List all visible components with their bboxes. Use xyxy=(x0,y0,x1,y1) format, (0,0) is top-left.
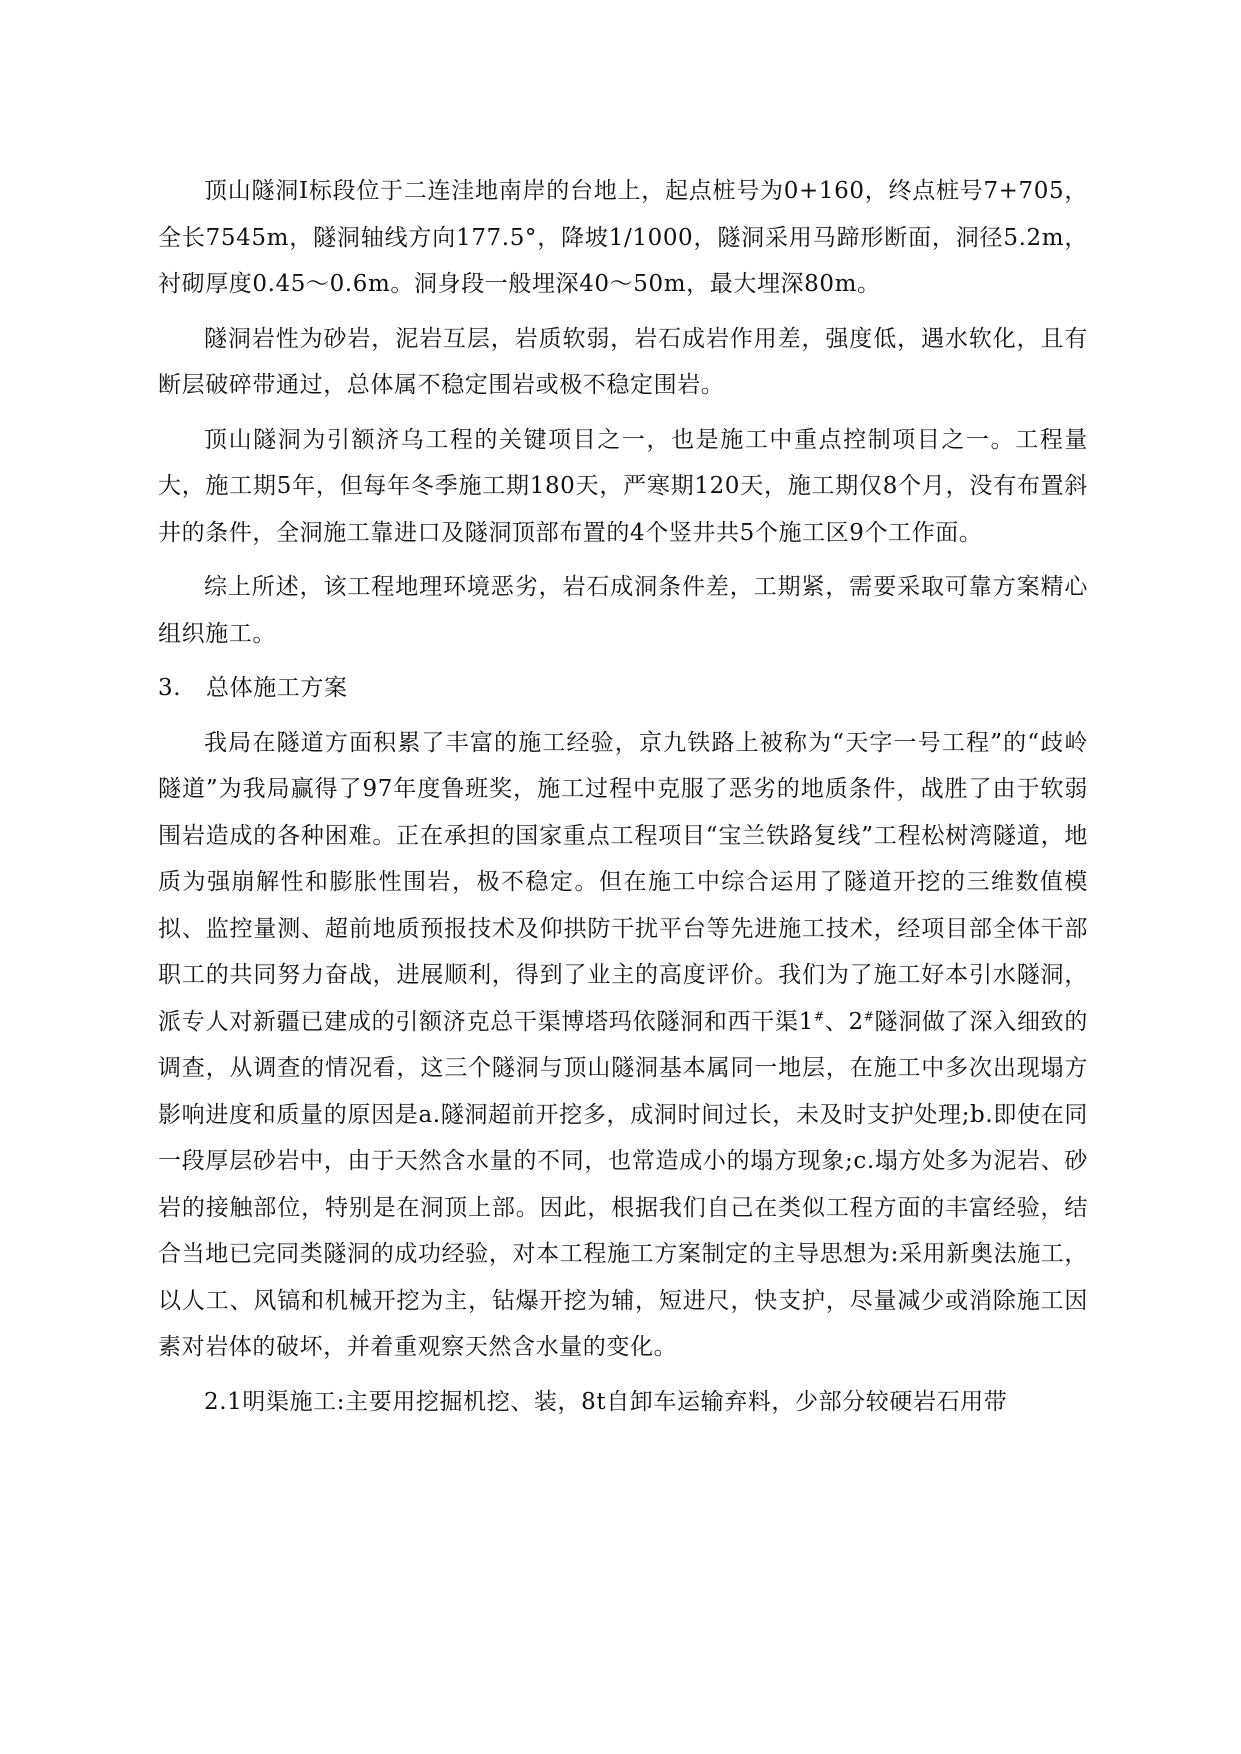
document-body xyxy=(158,168,1088,1433)
paragraph-rock-properties: 隧洞岩性为砂岩，泥岩互层，岩质软弱，岩石成岩作用差，强度低，遇水软化，且有断层破碎带通过，总体属不稳定围岩或极不稳定围岩。 xyxy=(158,325,1088,398)
plan-text-part3: 隧洞做了深入细致的调查，从调查的情况看，这三个隧洞与顶山隧洞基本属同一地层，在施工中多次出现塌方影响进度和质量的原因是a.隧洞超前开挖多，成洞时间过长，未及时支护处理;b.即使在同一段厚层砂岩中，由于天然含水量的不同，也常造成小的塌方现象;c.塌方处多为泥岩、砂岩的接触部位，特别是在洞顶上部。因此，根据我们自己在类似工程方面的丰富经验，结合当地已完同类隧洞的成功经验，对本工程施工方案制定的主导思想为:采用新奥法施工，以人工、风镐和机械开挖为主，钻爆开挖为辅，短进尺，快支护，尽量减少或消除施工因素对岩体的破坏，并着重观察天然含水量的变化。 xyxy=(158,1008,1089,1360)
plan-text-part1: 我局在隧道方面积累了丰富的施工经验，京九铁路上被称为“天字一号工程”的“歧岭隧道”为我局赢得了97年度鲁班奖，施工过程中克服了恶劣的地质条件，战胜了由于软弱围岩造成的各种困难。正在承担的国家重点工程项目“宝兰铁路复线”工程松树湾隧道，地质为强崩解性和膨胀性围岩，极不稳定。但在施工中综合运用了隧道开挖的三维数值模拟、监控量测、超前地质预报技术及仰拱防干扰平台等先进施工技术，经项目部全体干部职工的共同努力奋战，进展顺利，得到了业主的高度评价。我们为了施工好本引水隧洞，派专人对新疆已建成的引额济克总干渠博塔玛依隧洞和西干渠1 xyxy=(158,729,1088,1035)
section-heading xyxy=(158,665,1088,712)
plan-sup-1: # xyxy=(814,1008,825,1023)
section-title: 总体施工方案 xyxy=(206,675,348,701)
paragraph-project-overview: 顶山隧洞Ⅰ标段位于二连洼地南岸的台地上，起点桩号为0+160，终点桩号7+705，全长7545m，隧洞轴线方向177.5°，降坡1/1000，隧洞采用马蹄形断面，洞径5.2m，衬砌厚度0.45～0.6m。洞身段一般埋深40～50m，最大埋深80m。 xyxy=(158,178,1088,297)
plan-sup-2: # xyxy=(863,1008,875,1023)
paragraph-construction-plan xyxy=(158,720,1088,1371)
section-number: 3. xyxy=(158,675,182,701)
plan-text-part2: 、2 xyxy=(824,1008,864,1035)
paragraph-open-channel: 2.1明渠施工:主要用挖掘机挖、装，8t自卸车运输弃料，少部分较硬岩石用带 xyxy=(204,1388,1008,1415)
paragraph-schedule: 顶山隧洞为引额济乌工程的关键项目之一，也是施工中重点控制项目之一。工程量大，施工期5年，但每年冬季施工期180天，严寒期120天，施工期仅8个月，没有布置斜井的条件，全洞施工靠进口及隧洞顶部布置的4个竖井共5个施工区9个工作面。 xyxy=(158,426,1088,546)
paragraph-summary: 综上所述，该工程地理环境恶劣，岩石成洞条件差，工期紧，需要采取可靠方案精心组织施工。 xyxy=(158,574,1088,647)
